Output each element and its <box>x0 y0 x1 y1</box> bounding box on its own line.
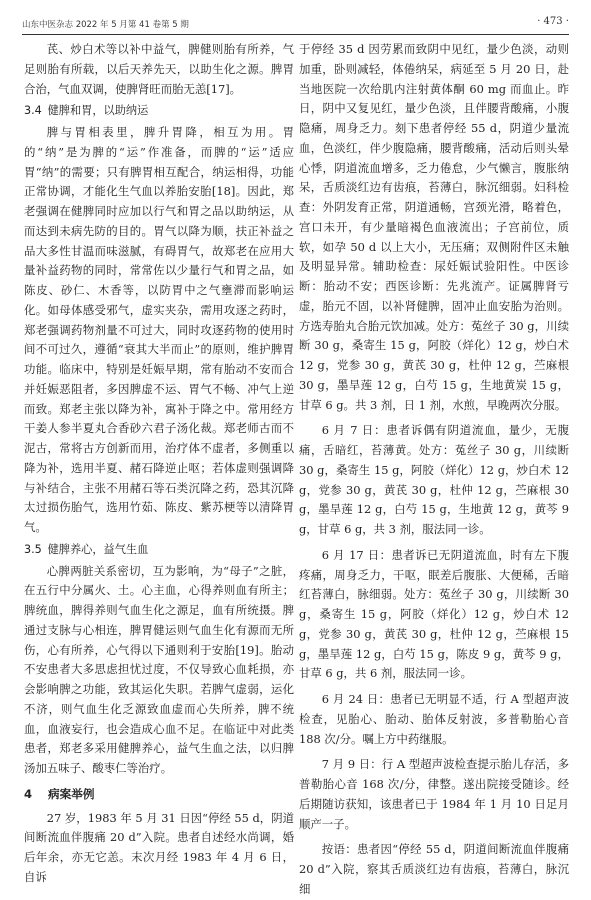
paragraph: 6 月 17 日：患者诉已无阴道流血，时有左下腹疼痛，周身乏力，干呕，眠差后腹胀、大便稀，舌暗红苔薄白，脉细弱。处方：菟丝子 30 g，川续断 30 g，桑寄生 15 g，阿胶（烊化）12 g，炒白术 12 g，党参 30 g，黄芪 30 g，杜仲 12 g，苎麻根 15 g，墨旱莲 12 g，白芍 15 g，陈皮 9 g，黄芩 9 g，甘草 6 g，共 6 剂，服法同一诊。 <box>299 547 569 681</box>
left-column <box>24 40 294 888</box>
paragraph: 心脾两脏关系密切，互为影响，为“母子”之脏，在五行中分属火、土。心主血，心得养则血有所主；脾统血，脾得养则气血生化之源足，血有所统摄。脾通过支脉与心相连，脾胃健运则气血生化有源而无所伤，心有所养，心气得以下通则利于安胎[19]。胎动不安患者大多思虑担忧过度，不仅导致心血耗损，亦会影响脾之功能，致其运化失职。若脾气虚弱，运化不济，则气血生化乏源致血虚而心失所养，脾不统血，血液妄行，也会造成心血不足。在临证中对此类患者，郑老多采用健脾养心，益气生血之法，以归脾汤加五味子、酸枣仁等治疗。 <box>24 563 294 775</box>
paragraph: 芪、炒白术等以补中益气，脾健则胎有所养，气足则胎有所载，以后天养先天，以助生化之源。脾胃合治，气血双调，使脾肾旺而胎无恙[17]。 <box>24 42 294 96</box>
header-rule <box>22 34 569 35</box>
paragraph: 脾与胃相表里，脾升胃降，相互为用。胃的“纳”是为脾的“运”作准备，而脾的“运”适应胃“纳”的需要；只有脾胃相互配合，纳运相得，功能正常协调，才能化生气血以养胎安胎[18]。因此，郑老强调在健脾同时应加以行气和胃之品以助纳运，从而达到未病先防的目的。胃气以降为顺，扶正补益之品大多性甘温而味滋腻，有碍胃气，故郑老在应用大量补益药物的同时，常常佐以少量行气和胃之品，如陈皮、砂仁、木香等，以防胃中之气壅滞而影响运化。如母体感受邪气，虚实夹杂，需用攻逐之药时，郑老强调药物剂量不可过大，同时攻逐药物的使用时间不可过久，遵循“衰其大半而止”的原则，维护脾胃功能。临床中，特别是妊娠早期，常有胎动不安而合并妊娠恶阻者，多因脾虚不运、胃气不畅、冲气上逆而致。郑老主张以降为补，寓补于降之中。常用经方干姜人参半夏丸合香砂六君子汤化裁。郑老师古而不泥古，常将古方创新而用，治疗体不虚者，多侧重以降为补，选用半夏、赭石降逆止呕；若体虚则强调降与补结合，主张不用赭石等石类沉降之药，恐其沉降太过损伤胎气，选用竹茹、陈皮、紫苏梗等以清降胃气。 <box>24 125 294 534</box>
paragraph: 6 月 24 日：患者已无明显不适，行 A 型超声波检查，见胎心、胎动、胎体反射波，多普勒胎心音 188 次/分。嘱上方中药继服。 <box>299 692 569 746</box>
section-heading-3-5 <box>24 540 294 560</box>
paragraph: 27 岁，1983 年 5 月 31 日因“停经 55 d，阴道间断流血伴腹痛 20 d”入院。患者自述经水尚调，婚后年余，亦无它恙。末次月经 1983 年 4 月 6 日，自诉 <box>24 810 294 884</box>
section-heading-3-4 <box>24 101 294 121</box>
section-number: 4 <box>24 786 33 801</box>
section-number: 3.4 <box>24 104 42 118</box>
right-column <box>299 40 569 900</box>
section-title: 病案举例 <box>48 786 95 801</box>
journal-info: 山东中医杂志 2022 年 5 月第 41 卷第 5 期 <box>22 20 189 30</box>
paragraph: 6 月 7 日：患者诉偶有阴道流血，量少，无腹痛，舌暗红，苔薄黄。处方：菟丝子 30 g，川续断 30 g，桑寄生 15 g，阿胶（烊化）12 g，炒白术 12 g，党参 30 g，黄芪 30 g，杜仲 12 g，苎麻根 30 g，墨旱莲 12 g，白芍 15 g，生地黄 12 g，黄芩 9 g，甘草 6 g，共 3 剂，服法同一诊。 <box>299 423 569 536</box>
paragraph: 7 月 9 日：行 A 型超声波检查提示胎儿存活，多普勒胎心音 168 次/分，律整。遂出院接受随诊。经后期随访获知，该患者已于 1984 年 1 月 10 日足月顺产一子。 <box>299 757 569 831</box>
paragraph: 于停经 35 d 因劳累而致阴中见红，量少色淡，动则加重，卧则减轻，体倦纳呆，病延至 5 月 20 日，赴当地医院一次给肌内注射黄体酮 60 mg 而血止。昨日，阴中又复见红，量少色淡，且伴腰背酸痛，小腹隐痛，周身乏力。刻下患者停经 55 d，阴道少量流血，色淡红，伴少腹隐痛，腰背酸痛，活动后则头晕心悸，阴道流血增多，乏力倦怠，少气懒言，腹胀纳呆，舌质淡红边有齿痕，苔薄白，脉沉细弱。妇科检查：外阴发育正常，阴道通畅，宫颈光滑，略着色，宫口未开，有少量暗褐色血液流出；子宫前位，质软，如孕 50 d 以上大小，无压痛；双侧附件区未触及明显异常。辅助检查：尿妊娠试验阳性。中医诊断：胎动不安；西医诊断：先兆流产。证属脾肾亏虚，胎元不固，以补肾健脾，固冲止血安胎为治则。方选寿胎丸合胎元饮加减。处方：菟丝子 30 g，川续断 30 g，桑寄生 15 g，阿胶（烊化）12 g，炒白术 12 g，党参 30 g，黄芪 30 g，杜仲 12 g，苎麻根 30 g，墨旱莲 12 g，白芍 15 g，生地黄炭 15 g，甘草 6 g。共 3 剂，日 1 剂，水煎，早晚两次分服。 <box>299 42 569 412</box>
section-heading-4 <box>24 785 294 805</box>
page-number: · 473 · <box>537 16 569 27</box>
section-title: 健脾养心，益气生血 <box>47 542 149 556</box>
section-title: 健脾和胃，以助纳运 <box>47 104 149 118</box>
section-number: 3.5 <box>24 542 42 556</box>
running-header <box>22 14 569 30</box>
paragraph: 按语：患者因“停经 55 d，阴道间断流血伴腹痛 20 d”入院，察其舌质淡红边有齿痕，苔薄白，脉沉细 <box>299 842 569 896</box>
